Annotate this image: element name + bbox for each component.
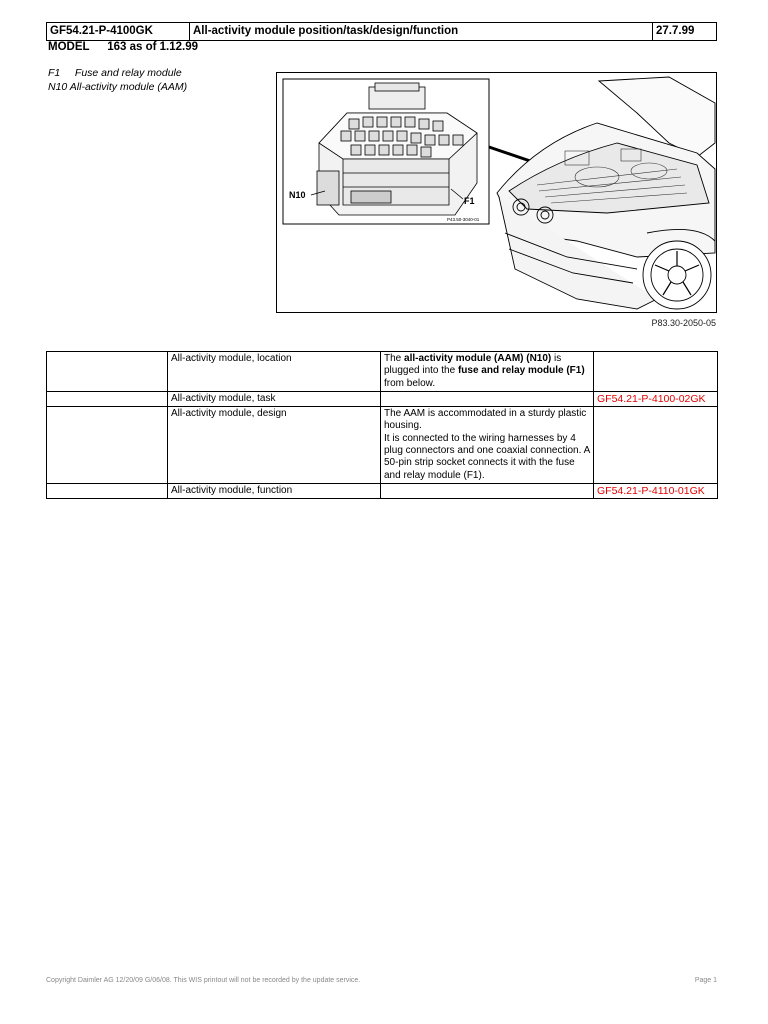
model-value: 163 as of 1.12.99 (107, 41, 198, 53)
doc-id: GF54.21-P-4100GK (47, 23, 190, 40)
table-cell-blank (47, 483, 168, 498)
row-label: All-activity module, task (168, 391, 381, 406)
page-number: Page 1 (694, 977, 717, 984)
table-row (47, 483, 718, 498)
doc-title: All-activity module position/task/design/function (190, 23, 653, 40)
row-label: All-activity module, function (168, 483, 381, 498)
table-cell-blank (47, 407, 168, 484)
document-header (46, 22, 717, 41)
row-reference-link[interactable]: GF54.21-P-4100-02GK (594, 391, 718, 406)
vehicle-drawing (497, 77, 715, 309)
callout-f1: F1 (464, 196, 475, 206)
legend (48, 66, 187, 94)
engine-bay-illustration (276, 72, 717, 313)
doc-date: 27.7.99 (656, 25, 695, 37)
callout-n10: N10 (289, 190, 306, 200)
row-label: All-activity module, location (168, 352, 381, 392)
figure-code: P83.30-2050-05 (651, 318, 716, 328)
row-description (381, 391, 594, 406)
inset-code: P43.50-3040-01 (447, 217, 480, 222)
row-reference (594, 352, 718, 392)
legend-item (48, 80, 187, 94)
legend-key: N10 (48, 81, 68, 93)
row-description (381, 483, 594, 498)
table-row (47, 391, 718, 406)
module-info-table (46, 351, 718, 499)
table-cell-blank (47, 352, 168, 392)
page-footer (46, 977, 717, 984)
table-row (47, 407, 718, 484)
copyright-text: Copyright Daimler AG 12/20/09 G/06/08. This WIS printout will not be recorded by the update service. (46, 977, 361, 984)
table-row (47, 352, 718, 392)
row-reference (594, 407, 718, 484)
row-label: All-activity module, design (168, 407, 381, 484)
model-line (48, 41, 198, 53)
legend-text: All-activity module (AAM) (69, 81, 188, 93)
legend-text: Fuse and relay module (74, 67, 182, 79)
row-description: The all-activity module (AAM) (N10) is plugged into the fuse and relay module (F1) from below. (381, 352, 594, 392)
row-reference-link[interactable]: GF54.21-P-4110-01GK (594, 483, 718, 498)
table-cell-blank (47, 391, 168, 406)
model-label: MODEL (48, 41, 90, 53)
row-description: The AAM is accommodated in a sturdy plastic housing. It is connected to the wiring harnesses by 4 plug connectors and one coaxial connection. A 50-pin strip socket connects it with the fuse and relay module (F1). (381, 407, 594, 484)
legend-key: F1 (48, 67, 61, 79)
illustration-svg (277, 73, 717, 313)
legend-item (48, 66, 187, 80)
